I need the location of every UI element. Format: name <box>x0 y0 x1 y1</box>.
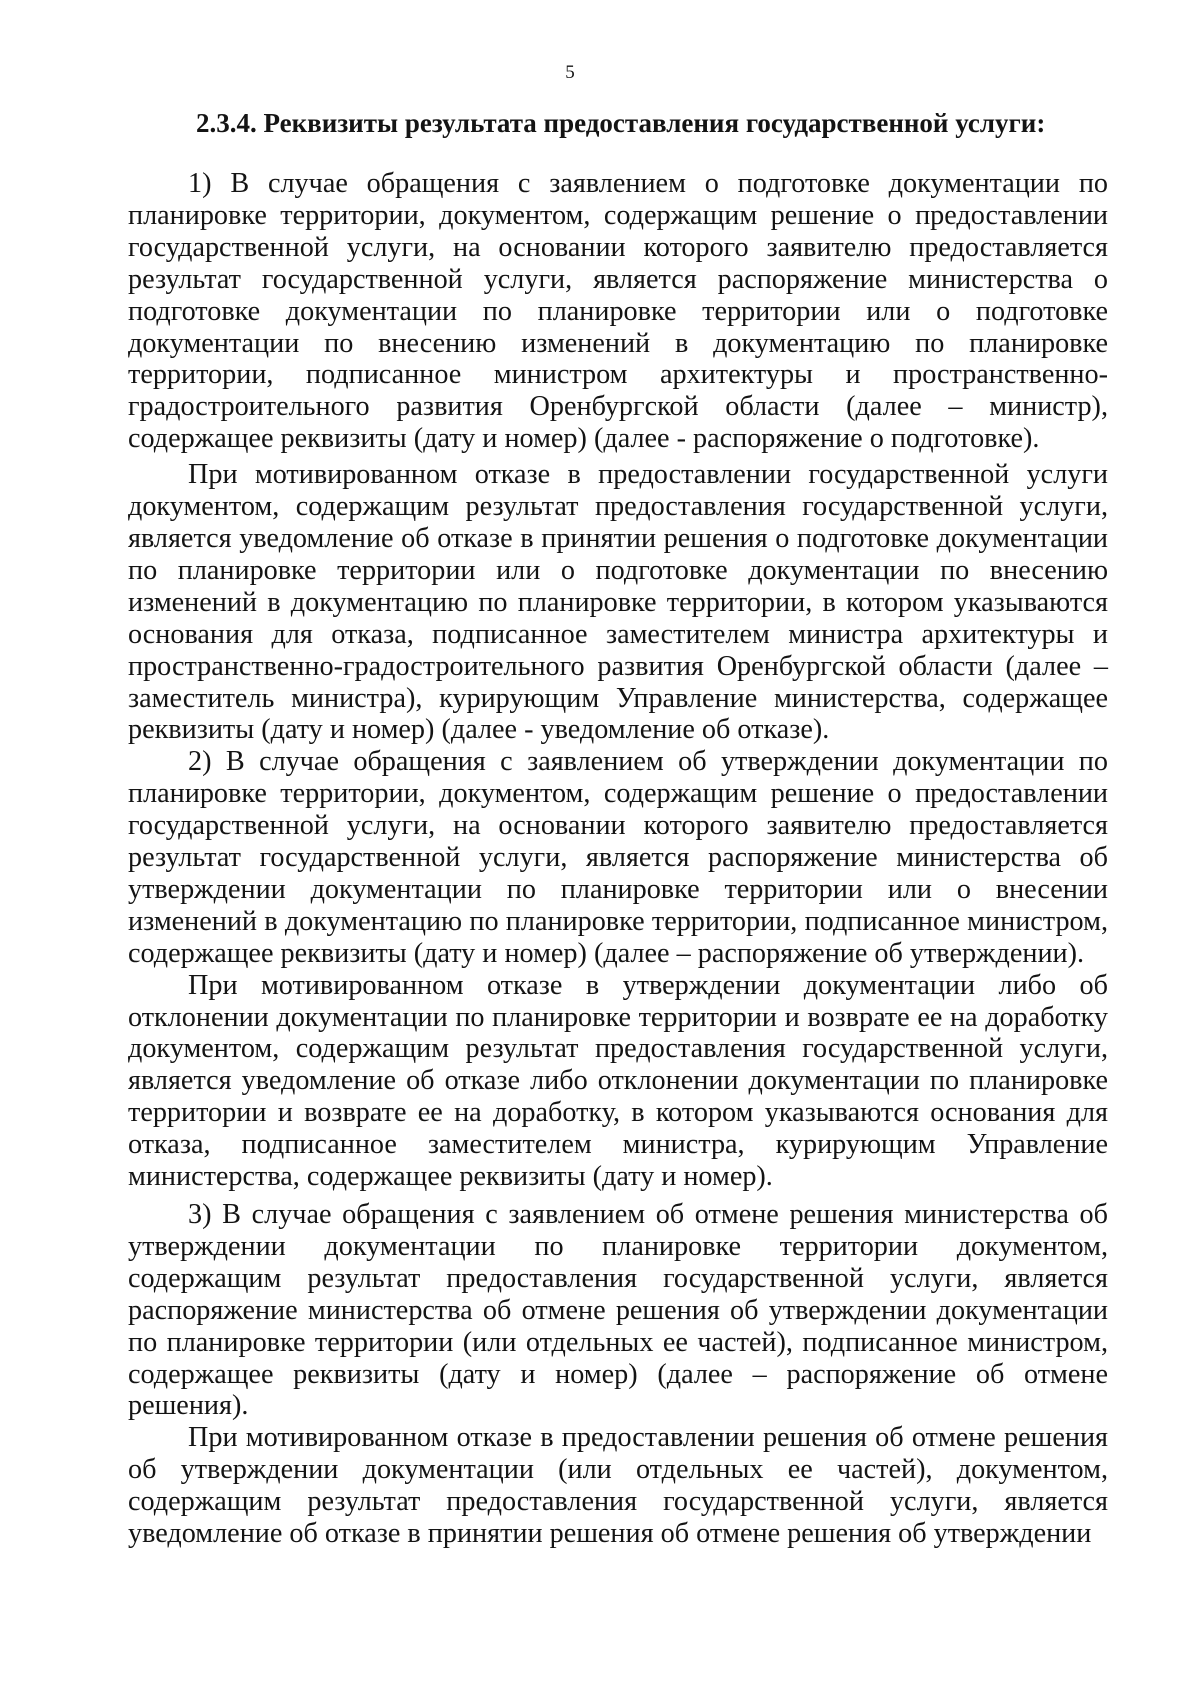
page-number: 5 <box>565 62 575 83</box>
paragraph-4: При мотивированном отказе в утверждении документации либо об отклонении документации по планировке территории и возврате ее на доработку документом, содержащим результат предоставления государственной услуги, является уведомление об отказе либо отклонении документации по планировке территории и возврате ее на доработку, в котором указываются основания для отказа, подписанное заместителем министра, курирующим Управление министерства, содержащее реквизиты (дату и номер). <box>128 969 1108 1193</box>
document-body <box>128 168 1108 1550</box>
paragraph-2: При мотивированном отказе в предоставлении государственной услуги документом, содержащим результат предоставления государственной услуги, является уведомление об отказе в принятии решения о подготовке документации по планировке территории или о подготовке документации по внесению изменений в документацию по планировке территории, в котором указываются основания для отказа, подписанное заместителем министра архитектуры и пространственно-градостроительного развития Оренбургской области (далее – заместитель министра), курирующим Управление министерства, содержащее реквизиты (дату и номер) (далее - уведомление об отказе). <box>128 459 1108 746</box>
paragraph-3: 2) В случае обращения с заявлением об утверждении документации по планировке территории, документом, содержащим решение о предоставлении государственной услуги, на основании которого заявителю предоставляется результат государственной услуги, является распоряжение министерства об утверждении документации по планировке территории или о внесении изменений в документацию по планировке территории, подписанное министром, содержащее реквизиты (дату и номер) (далее – распоряжение об утверждении). <box>128 746 1108 969</box>
paragraph-6: При мотивированном отказе в предоставлении решения об отмене решения об утверждении документации (или отдельных ее частей), документом, содержащим результат предоставления государственной услуги, является уведомление об отказе в принятии решения об отмене решения об утверждении <box>128 1422 1108 1550</box>
paragraph-1: 1) В случае обращения с заявлением о подготовке документации по планировке территории, документом, содержащим решение о предоставлении государственной услуги, на основании которого заявителю предоставляется результат государственной услуги, является распоряжение министерства о подготовке документации по планировке территории или о подготовке документации по внесению изменений в документацию по планировке территории, подписанное министром архитектуры и пространственно-градостроительного развития Оренбургской области (далее – министр), содержащее реквизиты (дату и номер) (далее - распоряжение о подготовке). <box>128 168 1108 455</box>
section-heading: 2.3.4. Реквизиты результата предоставления государственной услуги: <box>196 108 1046 138</box>
paragraph-5: 3) В случае обращения с заявлением об отмене решения министерства об утверждении документации по планировке территории документом, содержащим результат предоставления государственной услуги, является распоряжение министерства об отмене решения об утверждении документации по планировке территории (или отдельных ее частей), подписанное министром, содержащее реквизиты (дату и номер) (далее – распоряжение об отмене решения). <box>128 1199 1108 1422</box>
